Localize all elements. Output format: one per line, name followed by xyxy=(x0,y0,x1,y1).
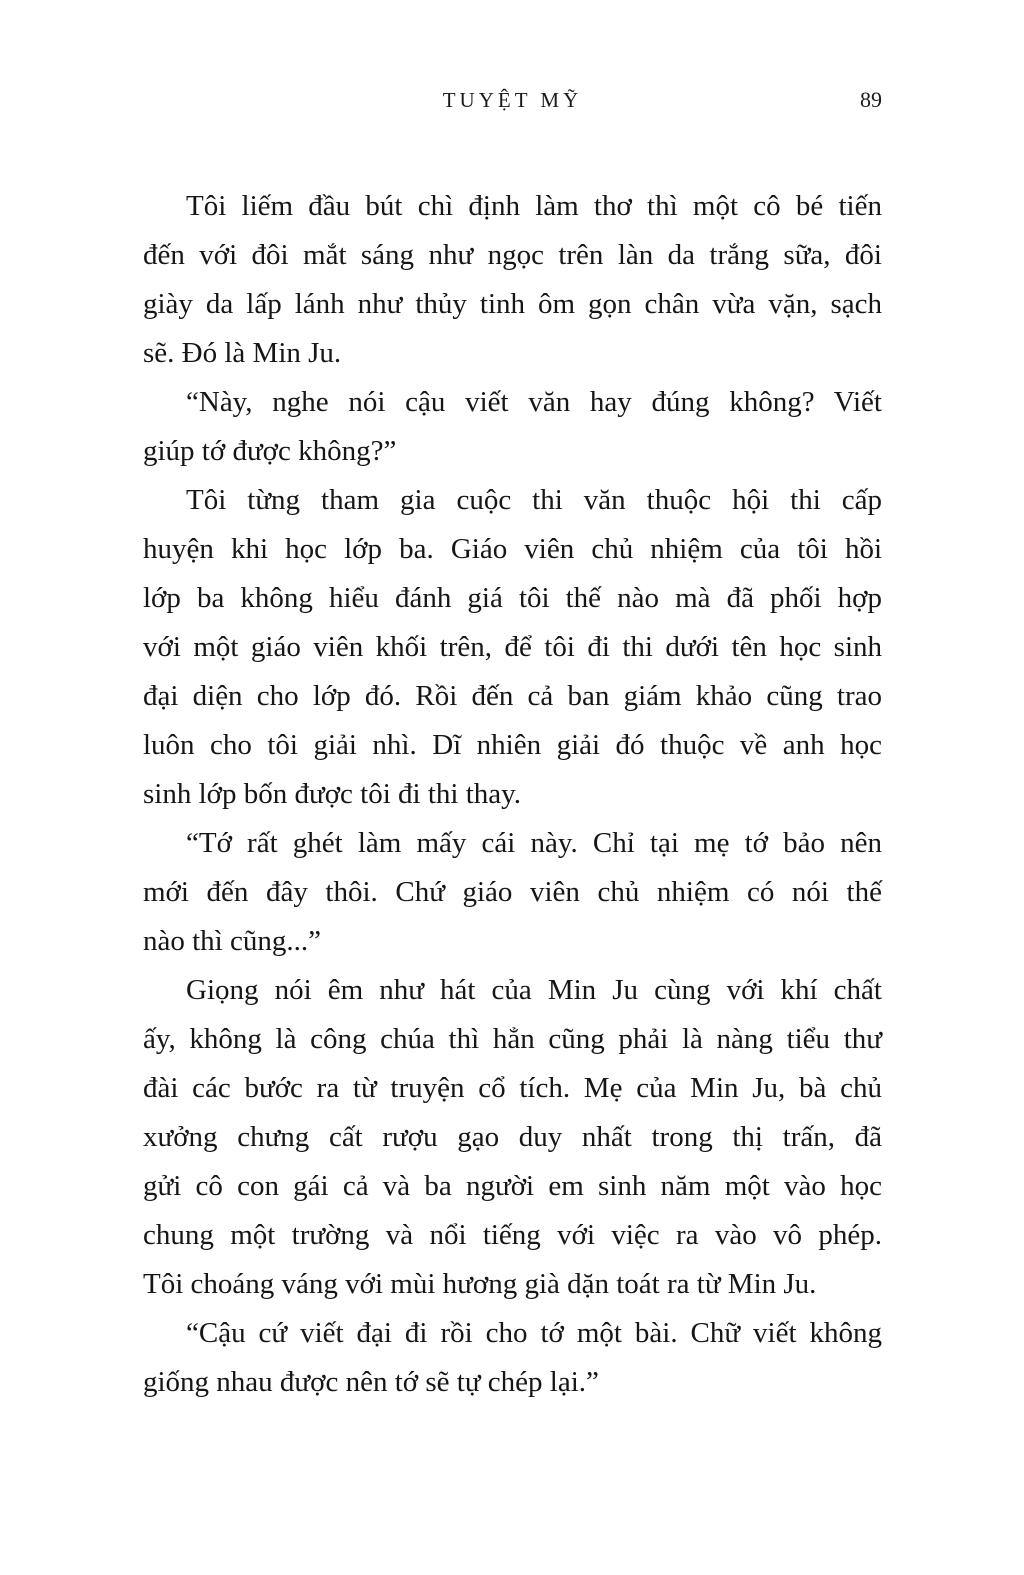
paragraph xyxy=(143,476,882,819)
paragraph xyxy=(143,1309,882,1407)
text-line: đến với đôi mắt sáng như ngọc trên làn da trắng sữa, đôi xyxy=(143,239,882,271)
text-line: Tôi liếm đầu bút chì định làm thơ thì một cô bé tiến xyxy=(186,190,882,222)
page-number: 89 xyxy=(860,87,882,112)
text-line: lớp ba không hiểu đánh giá tôi thế nào mà đã phối hợp xyxy=(143,582,882,614)
text-line: với một giáo viên khối trên, để tôi đi thi dưới tên học sinh xyxy=(143,631,882,663)
text-line: huyện khi học lớp ba. Giáo viên chủ nhiệm của tôi hồi xyxy=(143,533,882,565)
text-line: luôn cho tôi giải nhì. Dĩ nhiên giải đó thuộc về anh học xyxy=(143,729,882,761)
text-line: “Tớ rất ghét làm mấy cái này. Chỉ tại mẹ tớ bảo nên xyxy=(186,827,882,859)
paragraph xyxy=(143,966,882,1309)
text-line: sẽ. Đó là Min Ju. xyxy=(143,337,342,369)
paragraph xyxy=(143,182,882,378)
body-text xyxy=(143,182,882,1407)
text-line: ấy, không là công chúa thì hẳn cũng phải là nàng tiểu thư xyxy=(143,1023,882,1055)
text-line: xưởng chưng cất rượu gạo duy nhất trong thị trấn, đã xyxy=(143,1121,882,1153)
text-line: gửi cô con gái cả và ba người em sinh năm một vào học xyxy=(143,1170,882,1202)
text-line: chung một trường và nổi tiếng với việc ra vào vô phép. xyxy=(143,1219,882,1251)
text-line: “Này, nghe nói cậu viết văn hay đúng không? Viết xyxy=(186,386,882,418)
text-line: mới đến đây thôi. Chứ giáo viên chủ nhiệm có nói thế xyxy=(143,876,882,908)
text-line: giúp tớ được không?” xyxy=(143,435,397,467)
text-line: giống nhau được nên tớ sẽ tự chép lại.” xyxy=(143,1366,599,1398)
paragraph xyxy=(143,378,882,476)
text-line: sinh lớp bốn được tôi đi thi thay. xyxy=(143,778,521,810)
text-line: Giọng nói êm như hát của Min Ju cùng với khí chất xyxy=(186,974,882,1006)
text-line: Tôi choáng váng với mùi hương già dặn toát ra từ Min Ju. xyxy=(143,1268,817,1300)
text-line: nào thì cũng...” xyxy=(143,925,321,957)
running-head xyxy=(143,84,882,116)
text-line: đài các bước ra từ truyện cổ tích. Mẹ của Min Ju, bà chủ xyxy=(143,1072,882,1104)
paragraph xyxy=(143,819,882,966)
text-line: đại diện cho lớp đó. Rồi đến cả ban giám khảo cũng trao xyxy=(143,680,882,712)
text-line: “Cậu cứ viết đại đi rồi cho tớ một bài. Chữ viết không xyxy=(186,1317,882,1349)
text-line: giày da lấp lánh như thủy tinh ôm gọn chân vừa vặn, sạch xyxy=(143,288,882,320)
chapter-title: TUYỆT MỸ xyxy=(442,88,583,112)
text-line: Tôi từng tham gia cuộc thi văn thuộc hội thi cấp xyxy=(186,484,882,516)
